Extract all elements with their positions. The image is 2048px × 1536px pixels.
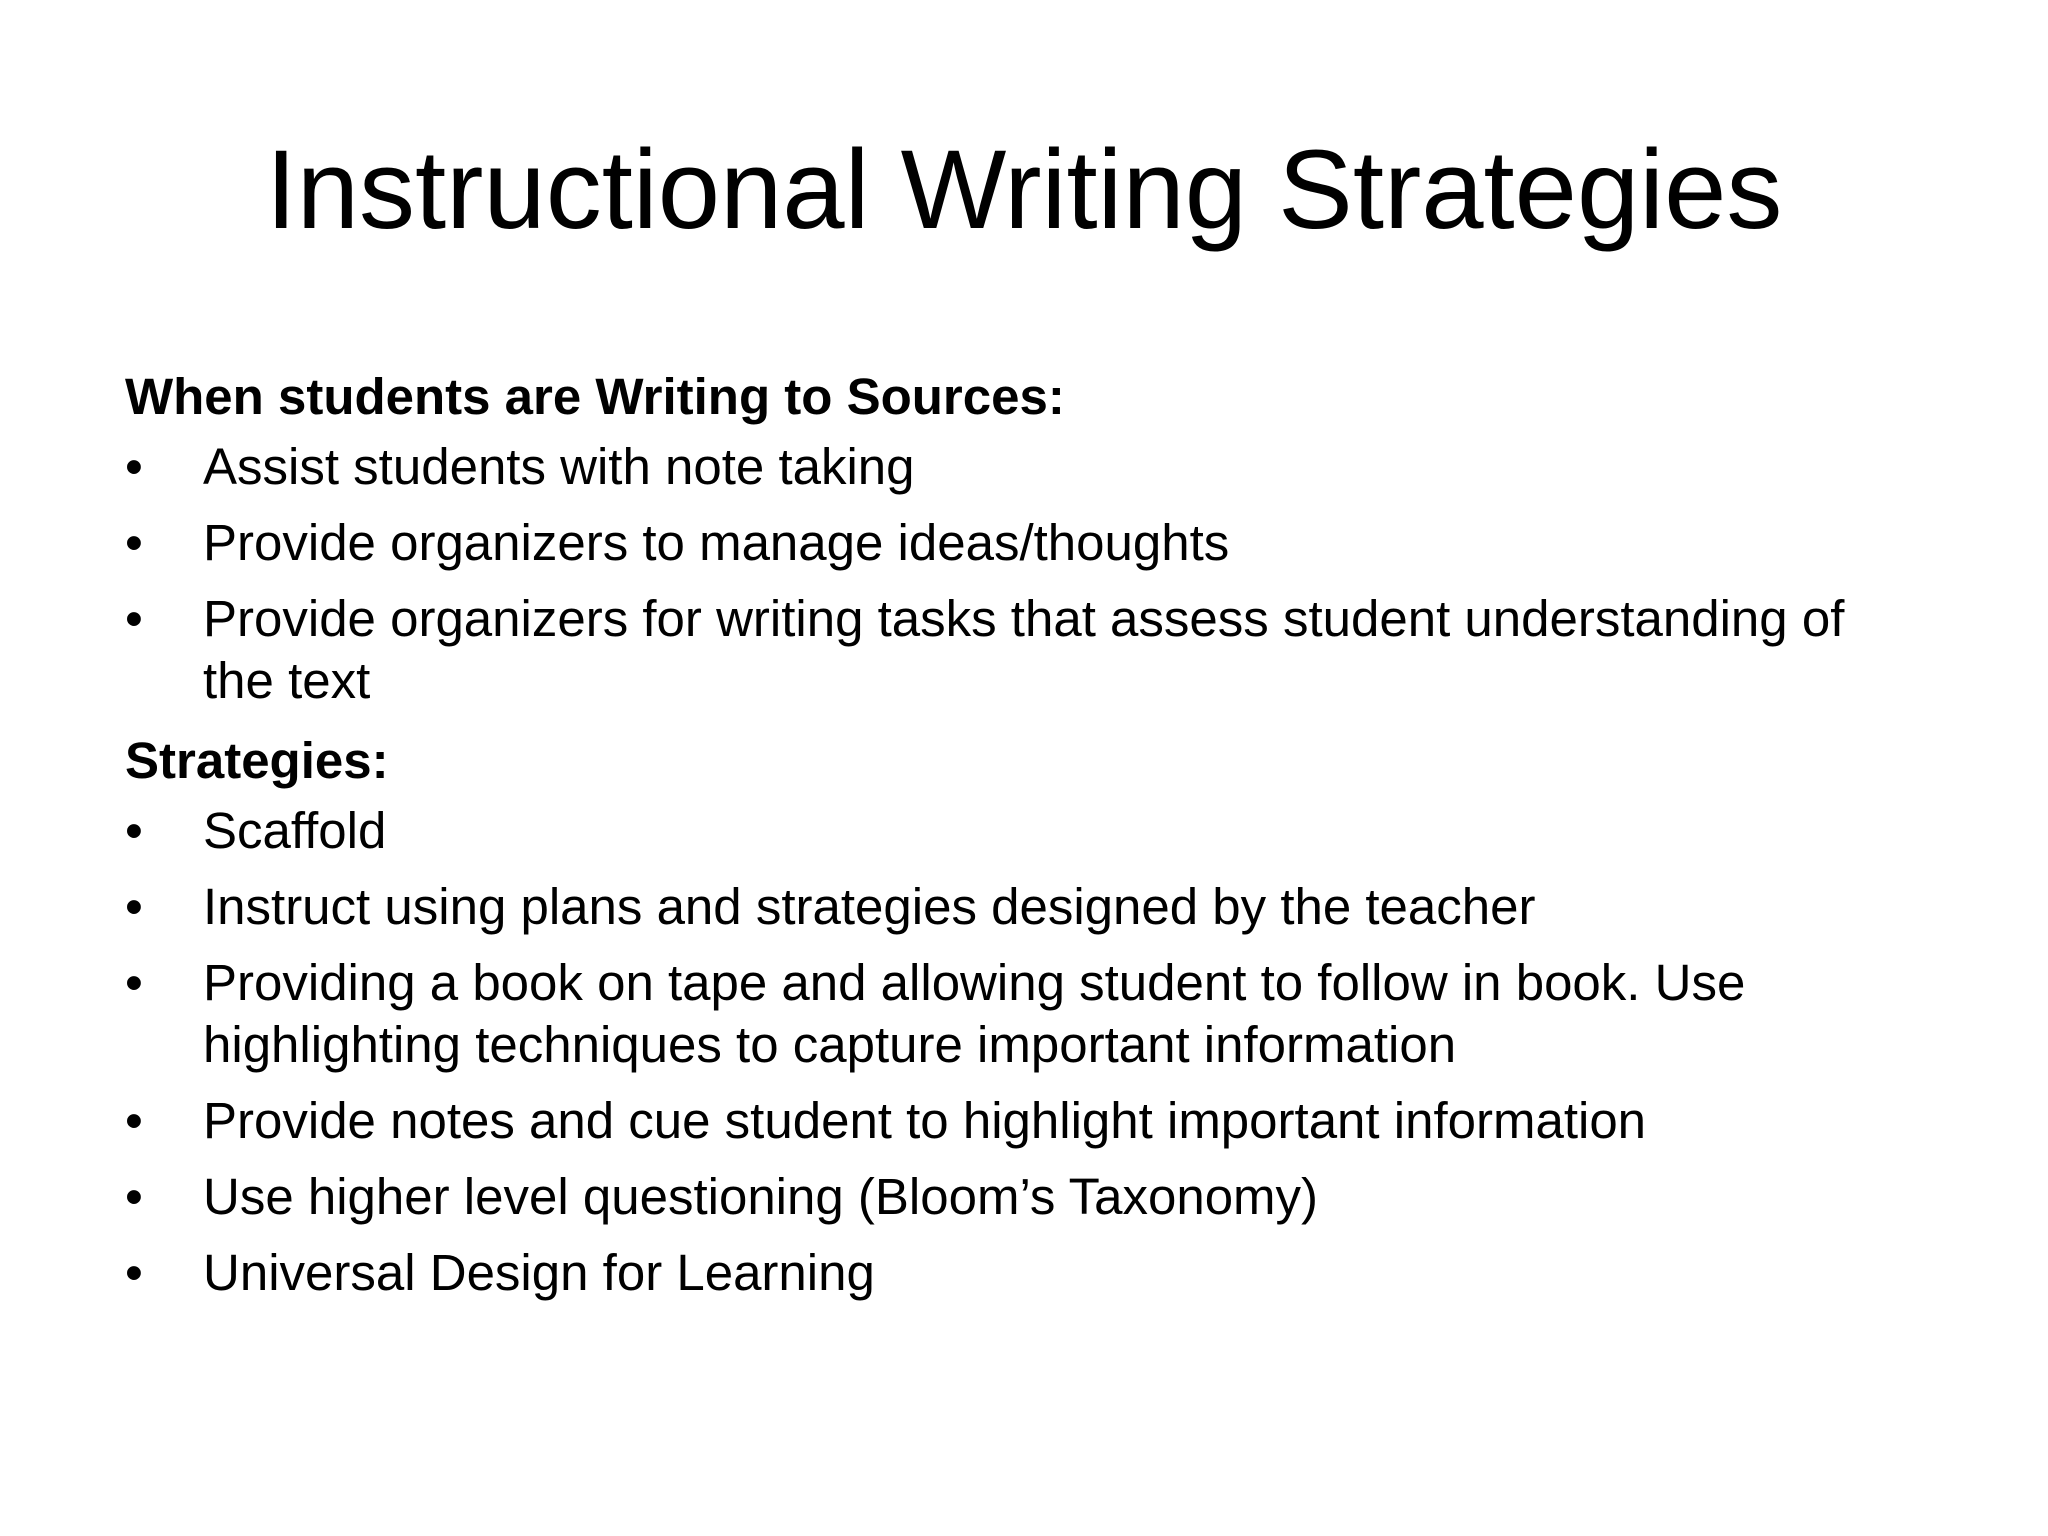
- bullet-text: Assist students with note taking: [203, 438, 915, 495]
- bullet-item: [125, 512, 1925, 574]
- bullet-text: Use higher level questioning (Bloom’s Taxonomy): [203, 1168, 1319, 1225]
- bullet-item: [125, 436, 1925, 498]
- bullet-item: [125, 952, 1925, 1076]
- bullet-text: Provide organizers for writing tasks that assess student understanding of the text: [203, 590, 1845, 709]
- bullet-dot-icon: •: [125, 438, 143, 495]
- bullet-dot-icon: •: [125, 514, 143, 571]
- bullet-dot-icon: •: [125, 590, 143, 647]
- bullet-dot-icon: •: [125, 1168, 143, 1225]
- bullet-item: [125, 1166, 1925, 1228]
- bullet-dot-icon: •: [125, 802, 143, 859]
- bullet-item: [125, 800, 1925, 862]
- bullet-text: Provide organizers to manage ideas/thoughts: [203, 514, 1230, 571]
- bullet-dot-icon: •: [125, 954, 143, 1011]
- bullet-text: Providing a book on tape and allowing student to follow in book. Use highlighting techniques to capture important information: [203, 954, 1746, 1073]
- bullet-item: [125, 588, 1925, 712]
- bullet-item: [125, 1242, 1925, 1304]
- bullet-item: [125, 876, 1925, 938]
- section-heading-strategies: Strategies:: [125, 732, 389, 789]
- bullet-list-writing-to-sources: [125, 436, 1925, 712]
- bullet-dot-icon: •: [125, 1092, 143, 1149]
- bullet-text: Universal Design for Learning: [203, 1244, 875, 1301]
- slide-title: Instructional Writing Strategies: [265, 127, 1783, 252]
- bullet-dot-icon: •: [125, 1244, 143, 1301]
- section-heading-writing-to-sources: When students are Writing to Sources:: [125, 368, 1065, 425]
- bullet-text: Instruct using plans and strategies designed by the teacher: [203, 878, 1536, 935]
- bullet-item: [125, 1090, 1925, 1152]
- bullet-text: Scaffold: [203, 802, 387, 859]
- bullet-text: Provide notes and cue student to highlight important information: [203, 1092, 1647, 1149]
- slide-content: [125, 362, 1925, 1318]
- bullet-list-strategies: [125, 800, 1925, 1304]
- bullet-dot-icon: •: [125, 878, 143, 935]
